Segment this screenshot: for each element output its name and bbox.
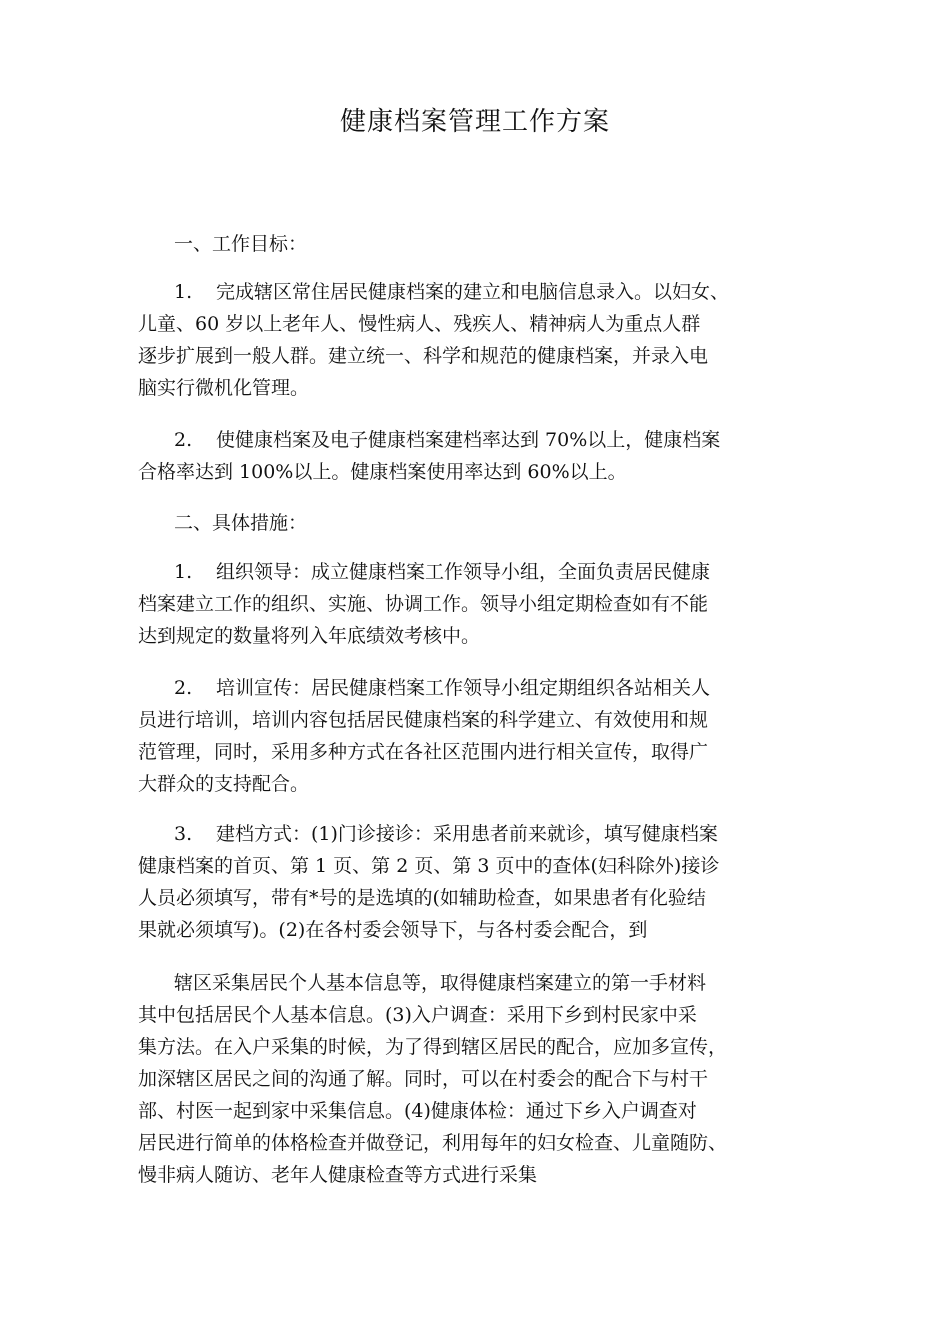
paragraph-line: 儿童、60 岁以上老年人、慢性病人、残疾人、精神病人为重点人群 (138, 313, 701, 335)
paragraph-line: 1. 组织领导：成立健康档案工作领导小组，全面负责居民健康 (138, 556, 838, 588)
measure-item-2 (138, 672, 838, 800)
section-heading-goals: 一、工作目标： (174, 233, 308, 255)
goal-item-1 (138, 276, 838, 404)
paragraph-line: 1. 完成辖区常住居民健康档案的建立和电脑信息录入。以妇女、 (138, 276, 838, 308)
paragraph-line: 范管理，同时，采用多种方式在各社区范围内进行相关宣传，取得广 (138, 741, 709, 763)
paragraph-line: 3. 建档方式：(1)门诊接诊：采用患者前来就诊，填写健康档案 (138, 818, 838, 850)
goal-item-2 (138, 424, 838, 488)
paragraph-line: 达到规定的数量将列入年底绩效考核中。 (138, 625, 481, 647)
item-number: 2. (174, 677, 193, 699)
document-title: 健康档案管理工作方案 (339, 107, 610, 137)
paragraph-line: 2. 培训宣传：居民健康档案工作领导小组定期组织各站相关人 (138, 672, 838, 704)
paragraph-line: 档案建立工作的组织、实施、协调工作。领导小组定期检查如有不能 (138, 593, 709, 615)
paragraph-line: 居民进行简单的体格检查并做登记，利用每年的妇女检查、儿童随防、 (138, 1132, 728, 1154)
paragraph-line: 大群众的支持配合。 (138, 773, 310, 795)
paragraph-line: 健康档案的首页、第 1 页、第 2 页、第 3 页中的查体(妇科除外)接诊 (138, 855, 720, 877)
paragraph-line: 果就必须填写)。(2)在各村委会领导下，与各村委会配合，到 (138, 919, 648, 941)
item-number: 2. (174, 429, 193, 451)
item-number: 1. (174, 281, 193, 303)
paragraph-line: 合格率达到 100%以上。健康档案使用率达到 60%以上。 (138, 461, 627, 483)
paragraph-line: 人员必须填写，带有*号的是选填的(如辅助检查，如果患者有化验结 (138, 887, 706, 909)
paragraph-line: 辖区采集居民个人基本信息等，取得健康档案建立的第一手材料 (174, 972, 707, 994)
item-number: 3. (174, 823, 193, 845)
paragraph-line: 员进行培训，培训内容包括居民健康档案的科学建立、有效使用和规 (138, 709, 709, 731)
measure-item-1 (138, 556, 838, 652)
item-number: 1. (174, 561, 193, 583)
paragraph-line: 集方法。在入户采集的时候，为了得到辖区居民的配合，应加多宣传， (138, 1036, 728, 1058)
measure-item-3-continuation (138, 967, 838, 1191)
paragraph-line: 其中包括居民个人基本信息。(3)入户调查：采用下乡到村民家中采 (138, 1004, 697, 1026)
paragraph-line: 脑实行微机化管理。 (138, 377, 310, 399)
paragraph-line: 慢非病人随访、老年人健康检查等方式进行采集 (138, 1164, 538, 1186)
paragraph-line: 逐步扩展到一般人群。建立统一、科学和规范的健康档案，并录入电 (138, 345, 709, 367)
paragraph-line: 2. 使健康档案及电子健康档案建档率达到 70%以上，健康档案 (138, 424, 838, 456)
section-heading-measures: 二、具体措施： (174, 512, 308, 534)
measure-item-3 (138, 818, 838, 946)
paragraph-line: 加深辖区居民之间的沟通了解。同时，可以在村委会的配合下与村干 (138, 1068, 709, 1090)
paragraph-line: 部、村医一起到家中采集信息。(4)健康体检：通过下乡入户调查对 (138, 1100, 697, 1122)
